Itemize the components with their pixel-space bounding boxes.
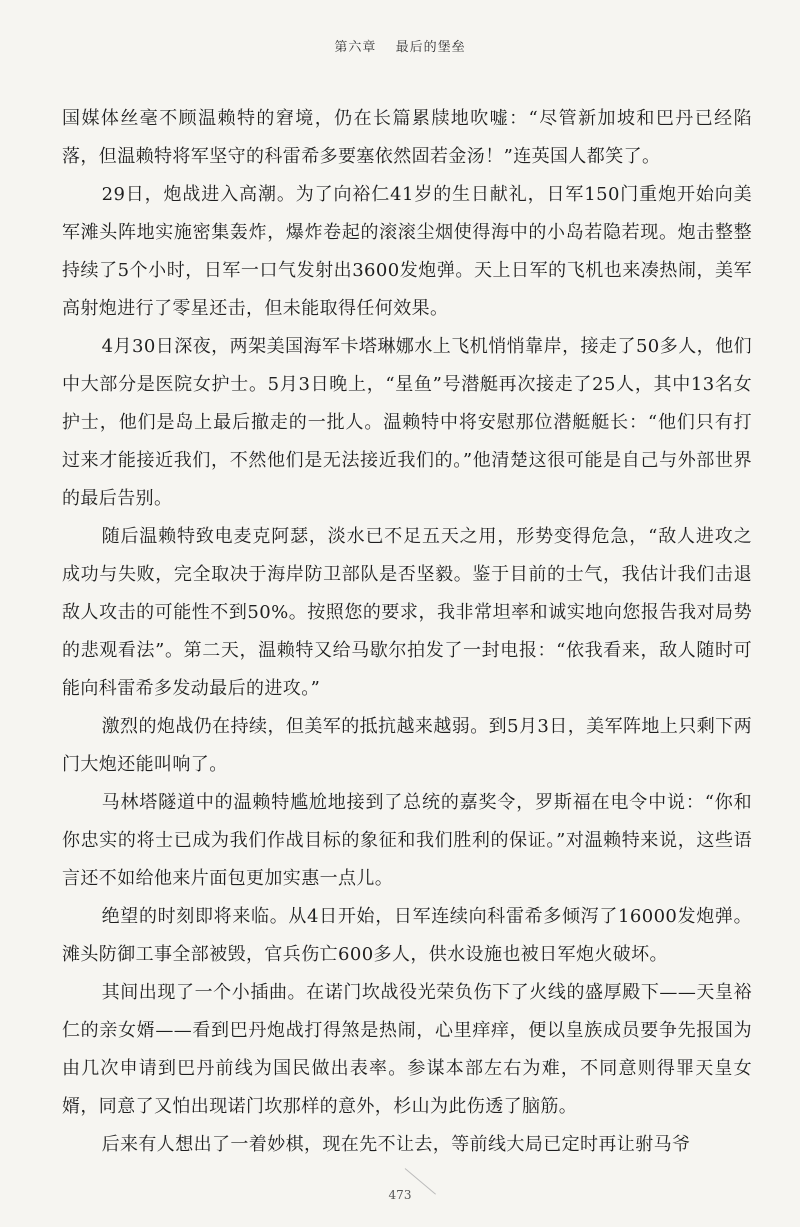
paragraph: 绝望的时刻即将来临。从4日开始，日军连续向科雷希多倾泻了16000发炮弹。滩头防御工事全部被毁，官兵伤亡600多人，供水设施也被日军炮火破坏。 — [62, 906, 752, 965]
paragraph: 随后温赖特致电麦克阿瑟，淡水已不足五天之用，形势变得危急，“敌人进攻之成功与失败，完全取决于海岸防卫部队是否坚毅。鉴于目前的士气，我估计我们击退敌人攻击的可能性不到50%。按照您的要求，我非常坦率和诚实地向您报告我对局势的悲观看法”。第二天，温赖特又给马歇尔拍发了一封电报：“依我看来，敌人随时可能向科雷希多发动最后的进攻。” — [62, 526, 752, 699]
paragraph: 后来有人想出了一着妙棋，现在先不让去，等前线大局已定时再让驸马爷 — [101, 1134, 691, 1155]
chapter-label: 第六章 — [334, 40, 377, 55]
page-number: 473 — [388, 1188, 412, 1202]
paragraph: 4月30日深夜，两架美国海军卡塔琳娜水上飞机悄悄靠岸，接走了50多人，他们中大部分是医院女护士。5月3日晚上，“星鱼”号潜艇再次接走了25人，其中13名女护士，他们是岛上最后撤走的一批人。温赖特中将安慰那位潜艇艇长：“他们只有打过来才能接近我们，不然他们是无法接近我们的。”他清楚这很可能是自己与外部世界的最后告别。 — [62, 336, 752, 509]
page-body — [62, 100, 752, 1164]
paragraph: 激烈的炮战仍在持续，但美军的抵抗越来越弱。到5月3日，美军阵地上只剩下两门大炮还能叫响了。 — [62, 716, 752, 775]
paragraph: 29日，炮战进入高潮。为了向裕仁41岁的生日献礼，日军150门重炮开始向美军滩头阵地实施密集轰炸，爆炸卷起的滚滚尘烟使得海中的小岛若隐若现。炮击整整持续了5个小时，日军一口气发射出3600发炮弹。天上日军的飞机也来凑热闹，美军高射炮进行了零星还击，但未能取得任何效果。 — [62, 184, 752, 319]
paragraph: 其间出现了一个小插曲。在诺门坎战役光荣负伤下了火线的盛厚殿下——天皇裕仁的亲女婿——看到巴丹炮战打得煞是热闹，心里痒痒，便以皇族成员要争先报国为由几次申请到巴丹前线为国民做出表率。参谋本部左右为难，不同意则得罪天皇女婿，同意了又怕出现诺门坎那样的意外，杉山为此伤透了脑筋。 — [62, 982, 752, 1117]
running-header — [0, 36, 800, 55]
chapter-title: 最后的堡垒 — [395, 40, 466, 55]
paragraph: 马林塔隧道中的温赖特尴尬地接到了总统的嘉奖令，罗斯福在电令中说：“你和你忠实的将士已成为我们作战目标的象征和我们胜利的保证。”对温赖特来说，这些语言还不如给他来片面包更加实惠一点儿。 — [62, 792, 752, 889]
paragraph: 国媒体丝毫不顾温赖特的窘境，仍在长篇累牍地吹嘘：“尽管新加坡和巴丹已经陷落，但温赖特将军坚守的科雷希多要塞依然固若金汤！”连英国人都笑了。 — [62, 108, 752, 167]
